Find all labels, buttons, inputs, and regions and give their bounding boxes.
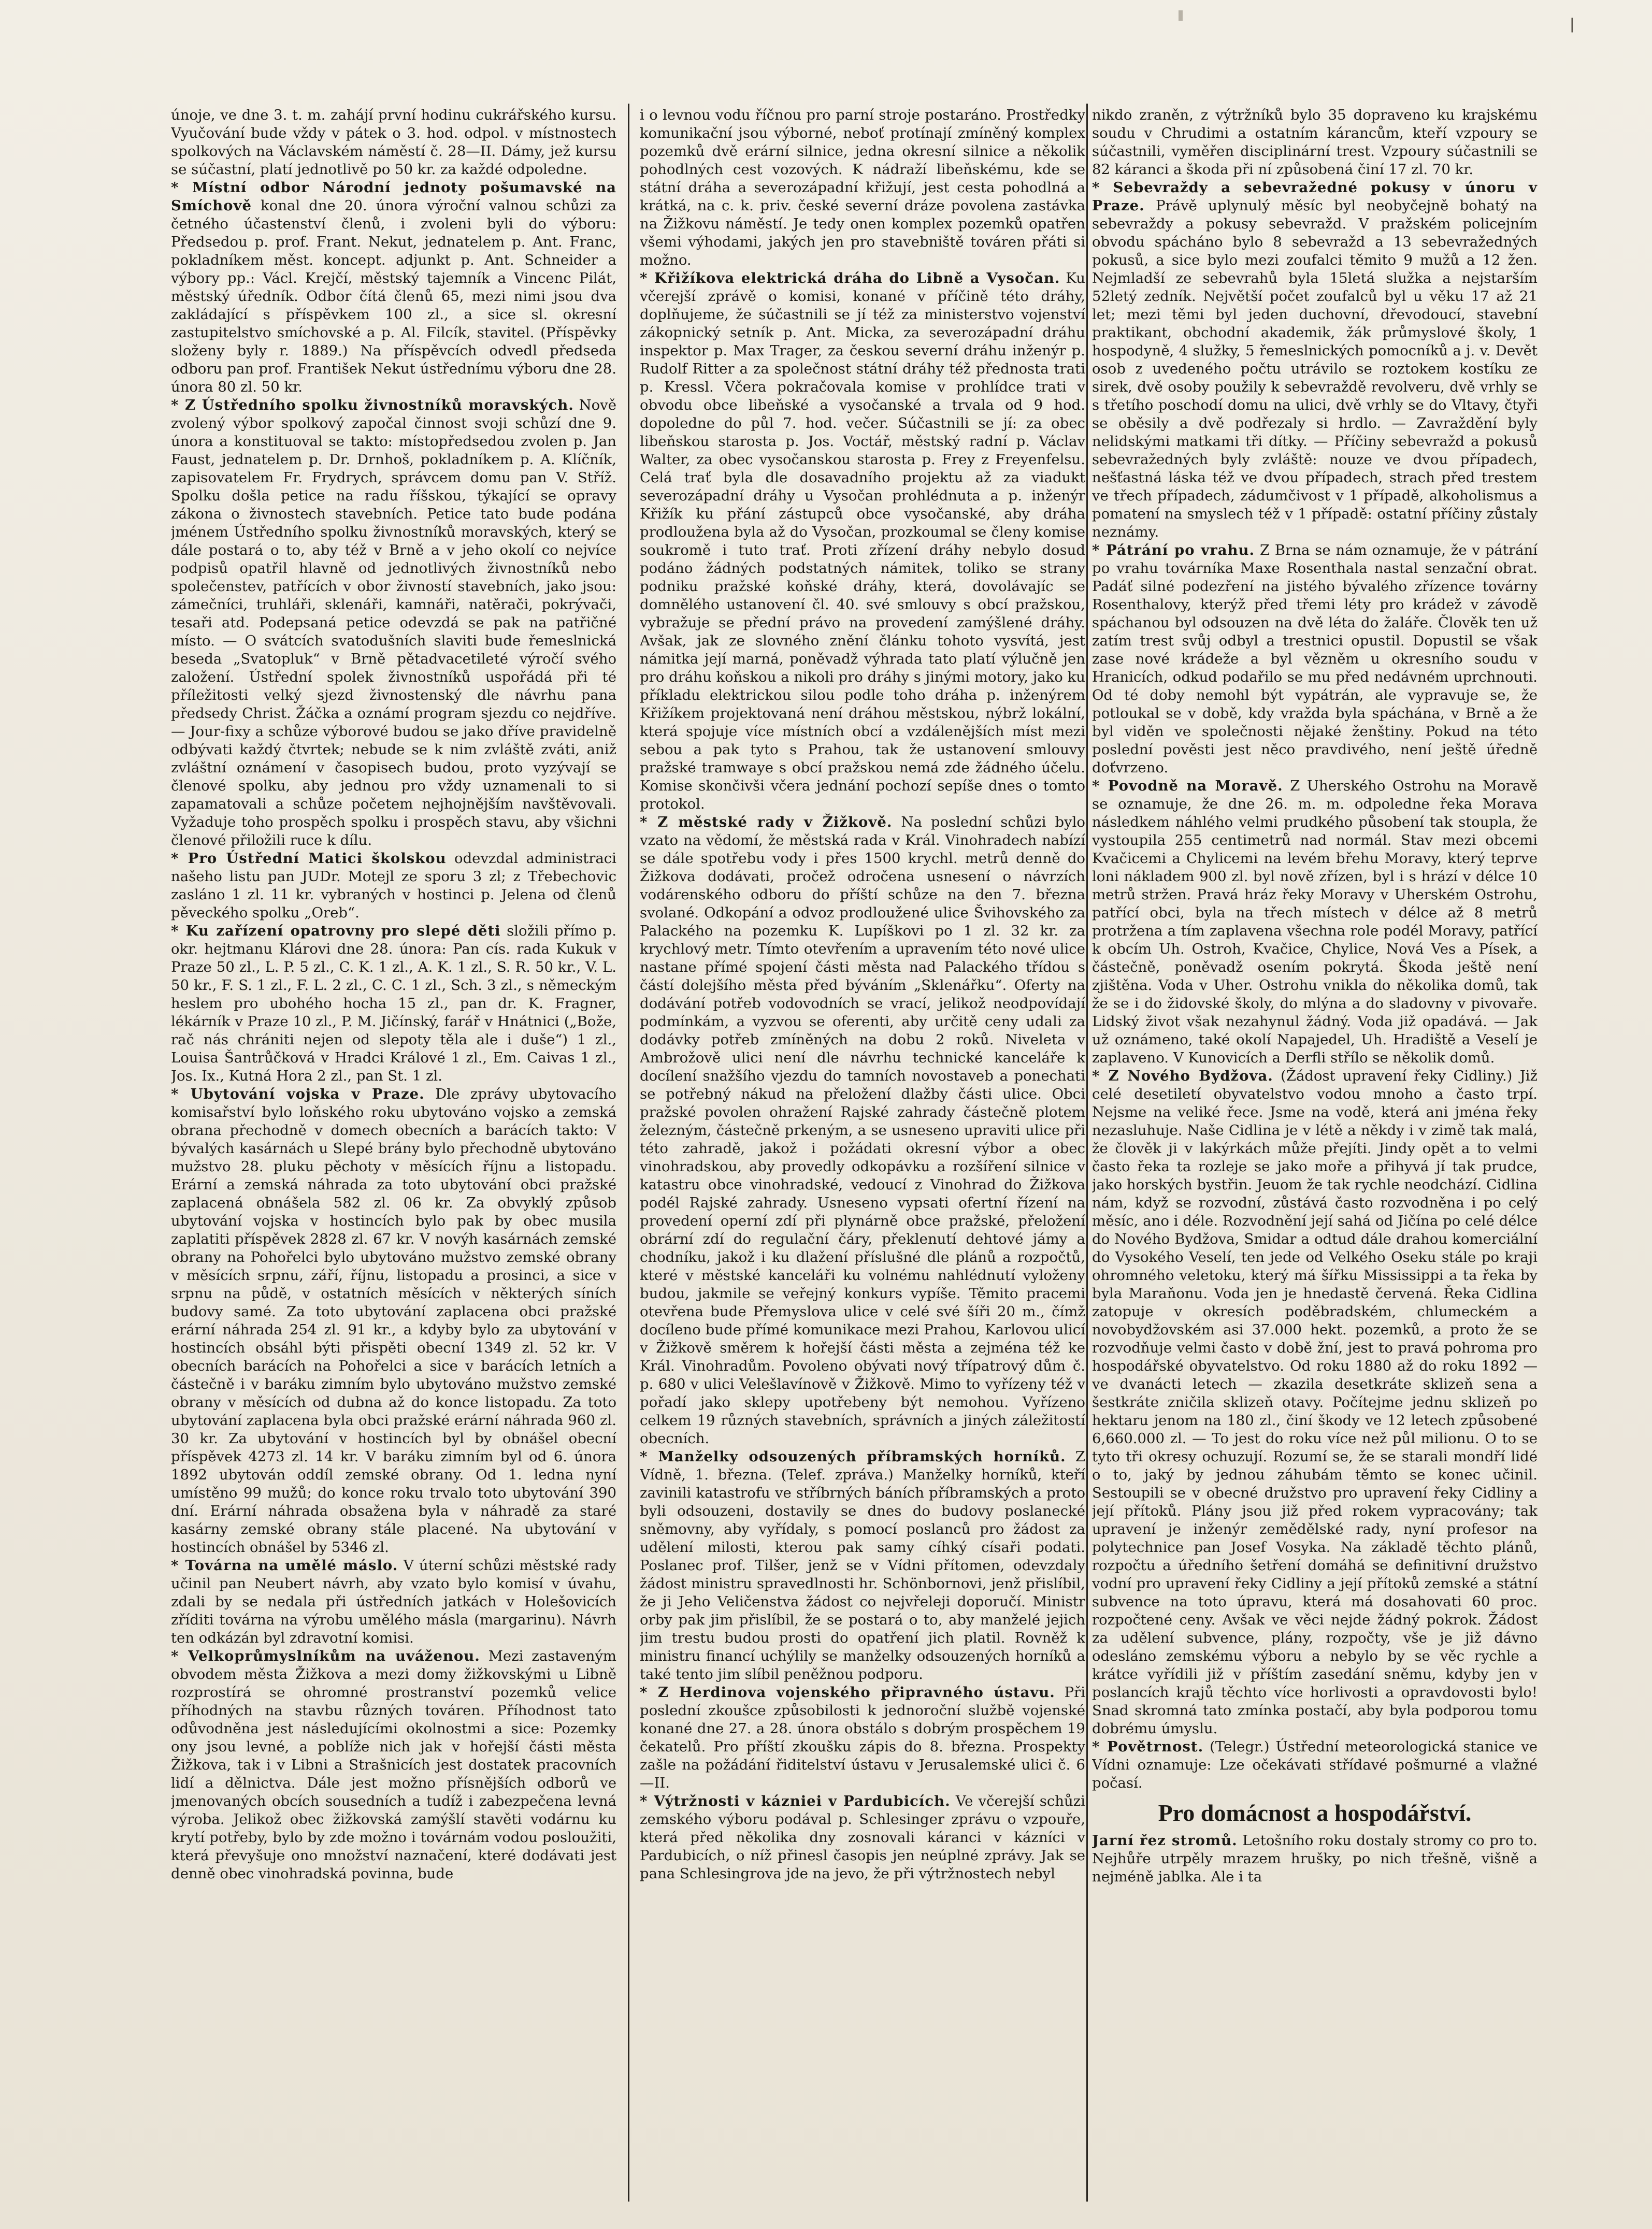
article-paragraph (171, 179, 616, 396)
section-title: Pro domácnost a hospodářství. (1158, 1800, 1472, 1826)
article-body: (Žádost upravení řeky Cidliny.) Již celé desetiletí obyvatelstvo vodou mnoho a často trpí. Nejsme na veliké řece. Jsme na vodě, která ani jména řeky nezasluhuje. Naše Cidlina je v létě a někdy i v zimě tak malá, že člověk ji v lakýrkách může přejíti. Jindy opět a to velmi často řeka ta rozleje se jako moře a přihyvá jí tak prudce, jako horských bystřin. Jeuom že tak rychle neodchází. Cidlina nám, když se rozvodní, zůstává často rozvodněna i po celý měsíc, ano i déle. Rozvodnění její sahá od Jičína po celé délce do Nového Bydžova, Smidar a odtud dále drahou komerciální do Vysokého Veselí, ten jede od Velkého Oseku stále po kraji ohromného veletoku, který má šířku Mississippi a ta řeka by byla Maraňonu. Voda jen je hnedastě červená. Řeka Cidlina zatopuje v okresích poděbradském, chlumeckém a novobydžovském asi 37.000 hekt. pozemků, a proto že se rozvodňuje velmi často v době žní, jest to pravá pohroma pro hospodářské obyvatelstvo. Od roku 1880 až do roku 1892 — ve dvanácti letech — zkazila desetkráte sklizeň sena a šestkráte zničila sklizeň otavy. Počítejme jednu sklizeň po hektaru jenom na 180 zl., činí škody ve 12 letech způsobené 6,660.000 zl. — To jest do roku více než půl milionu. O to se tyto tři okresy ochuzují. Rozumí se, že se starali mondří lidé o to, jaký by jednou záhubám těmto se konec učinil. Sestoupili se v obecné družstvo pro upravení řeky Cidliny a její přítoků. Plány jsou již před rokem vypracovány; tak upravení je inženýr zemědělské rady, nyní profesor na polytechnice pan Josef Vosyka. Na základě těchto plánů, rozpočtu a úředního šetření domáhá se definitivní družstvo vodní pro upravení řeky Cidliny a její přítoků zemské a státní subvence na toto úpravu, která má dosahovati 60 proc. rozpočtené ceny. Avšak ve věci nejde žádný pokrok. Žádost za udělení subvence, plány, rozpočty, vše je již dávno odesláno zemskému výboru a nebylo by se věc rychle a krátce vyřídili již v příštím zasedání sněmu, kdyby jen v poslancích krajů těchto více horlivosti a opravdovosti bylo! Snad skromná tato zmínka postačí, aby byla podporou tomu dobrému úmyslu. (1092, 1068, 1538, 1737)
article-paragraph (640, 106, 1085, 269)
article-body: odevzdal administraci našeho listu pan JUDr. Motejl ze sporu 3 zl; z Třebechovic zasláno 1 zl. 11 kr. vybraných v hostinci p. Jelena od členů pěveckého spolku „Oreb“. (171, 850, 616, 921)
article-body: i o levnou vodu říčnou pro parní stroje postaráno. Prostředky komunikační jsou výborné, neboť protínají zmíněný komplex pozemků dvě erární silnice, jedna okresní silnice a několik pohodlných cest vozových. K nádraží libeňskému, kde se státní dráha a severozápadní křižují, jest cesta pohodlná a krátká, na c. k. priv. české severní dráze povolena zastávka na Žižkovu náměstí. Je tedy onen komplex pozemků opatřen všemi výhodami, jakých jen pro stavebniště továren přáti si možno. (640, 107, 1085, 268)
article-headline: * Ubytování vojska v Praze. (171, 1086, 425, 1102)
article-body: konal dne 20. února výroční valnou schůzi za četného účastenství členů, i zvoleni byli do výboru: Předsedou p. prof. Frant. Nekut, jednatelem p. Ant. Franc, pokladníkem měst. koncept. adjunkt p. Ant. Schneider a výbory pp.: Václ. Krejčí, městský tajemník a Vincenc Pilát, městský úředník. Odbor čítá členů 65, mezi nimi jsou dva zakládající s příspěvkem 100 zl., a sice sl. okresní zastupitelstvo smíchovské a p. Al. Filcík, stavitel. (Příspěvky složeny byly r. 1889.) Na příspěvcích odvedl předseda odboru pan prof. František Nekut ústřednímu výboru dne 28. února 80 zl. 50 kr. (171, 197, 616, 395)
column-1 (171, 106, 616, 2199)
article-paragraph (1092, 1067, 1538, 1738)
article-paragraph (640, 813, 1085, 1448)
article-headline: * Místní odbor Národní jednoty pošumavské na Smíchově (171, 179, 616, 214)
margin-mark: | (1570, 16, 1575, 33)
article-body: V úterní schůzi městské rady učinil pan Neubert návrh, aby vzato bylo komisí v úvahu, zdali by se nedala při ústředních jatkách v Holešovicích zříditi továrna na výrobu umělého másla (margarinu). Návrh ten odkázán byl zdravotní komisi. (171, 1557, 616, 1646)
article-body: únoje, ve dne 3. t. m. zahájí první hodinu cukrářského kursu. Vyučování bude vždy v pátek o 3. hod. odpol. v místnostech spolkových na Václavském náměstí č. 28—II. Dámy, jež kursu se súčastní, platí jednotlivě po 50 kr. za každé odpoledne. (171, 107, 616, 178)
article-body: Letošního roku dostaly stromy co pro to. Nejhůře utrpěly mrazem hrušky, po nich třešně, višně a nejméně jablka. Ale i ta (1092, 1832, 1538, 1885)
article-paragraph (171, 1557, 616, 1647)
article-body: Mezi zastaveným obvodem města Žižkova a mezi domy žižkovskými u Libně rozprostírá se ohromné prostranství pozemků velice příhodných na stavbu různých továren. Příhodnost tato odůvodněna jest následujícími okolnostmi a sice: Pozemky ony jsou levné, a poblíže nich jak v hořejší části města Žižkova, tak i v Libni a Strašnicích jest dostatek pracovních lidí a dělnictva. Dále jest možno přísnějších odborů ve jmenovaných obcích sousedních a tudíž i zabezpečena levná výroba. Jelikož obec žižkovská zamýšlí stavěti vodárnu ku krytí potřeby, bylo by zde možno i továrnám vodou posloužiti, která převyšuje ono množství naznačení, které dodávati jest denně obec vinohradská povinna, bude (171, 1648, 616, 1882)
article-paragraph (171, 106, 616, 179)
article-body: Z Uherského Ostrohu na Moravě se oznamuje, že dne 26. m. m. odpoledne řeka Morava následkem náhlého velmi prudkého působení tak stoupla, že vystoupila 255 centimetrů nad normál. Stav mezi obcemi Kvačicemi a Chylicemi na levém břehu Moravy, který teprve loni nákladem 900 zl. byl nově zřízen, byl i s hrází v délce 10 metrů stržen. Pravá hráz řeky Moravy v Uherském Ostrohu, patřící obci, byla na třech místech v délce až 8 metrů protržena a tím zaplavena všechna role podél Moravy, patřící k obcím Uh. Ostroh, Kvačice, Chylice, Nová Ves a Písek, a částečně, poněvadž osením pokrytá. Škoda ještě není zjištěna. Voda v Uher. Ostrohu vnikla do několika domů, tak že se i do židovské školy, do mlýna a do sladovny v pivovaře. Lidský život však nezahynul žádný. Voda již opadává. — Jak už oznámeno, také okolí Napajedel, Uh. Hradiště a Veselí je zaplaveno. V Kunovicích a Derfli střílo se několik domů. (1092, 778, 1538, 1066)
article-paragraph (171, 1085, 616, 1557)
article-headline: * Z Herdinova vojenského připravného ústavu. (640, 1684, 1055, 1701)
article-paragraph (640, 269, 1085, 813)
article-headline: * Pátrání po vrahu. (1092, 542, 1255, 558)
column-rule-2 (1086, 104, 1088, 2202)
article-paragraph (171, 396, 616, 850)
column-rule-1 (628, 104, 629, 2202)
article-body: Z Brna se nám oznamuje, že v pátrání po vrahu továrníka Maxe Rosenthala nastal senzační obrat. Padáť silné podezření na jistého bývalého zřízence továrny Rosenthalovy, kterýž před třemi léty pro krádež v závodě spáchanou byl odsouzen na dvě léta do žaláře. Člověk ten už zatím trest svůj odbyl a trestnici opustil. Dopustil se však zase nové krádeže a byl vězněm u okresního soudu v Hranicích, odkud podařilo se mu před nedávném uprchnouti. Od té doby nemohl být vypátrán, ale vypravuje se, že potloukal se v době, kdy vražda byla spáchána, v Brně a že byl viděn ve společnosti nějaké ženštiny. Pokud na této poslední pověsti jest něco pravdivého, není ještě úředně doťvrzeno. (1092, 542, 1538, 776)
article-paragraph (171, 1647, 616, 1883)
article-paragraph (1092, 777, 1538, 1067)
article-headline: * Křižíkova elektrická dráha do Libně a Vysočan. (640, 270, 1060, 286)
article-headline: * Z Ústředního spolku živnostníků moravských. (171, 397, 574, 413)
article-body: Nově zvolený výbor spolkový započal činnost svoji schůzí dne 9. února a konstituoval se takto: místopředsedou zvolen p. Jan Faust, jednatelem p. Dr. Drnhoš, pokladníkem p. A. Klíčník, zapisovatelem Fr. Frydrych, správcem domu pan V. Stříž. Spolku došla petice na radu říšskou, týkající se opravy zákona o živnostech stavebních. Petice tato bude podána jménem Ústředního spolku živnostníků moravských, který se dále postará o to, aby též v Brně a v jeho okolí co nejvíce podpisů opatřil hlavně od jednotlivých živnostníků nebo společenstev, patřících v obor živností stavebních, jako jsou: zámečníci, truhláři, sklenáři, kamnáři, natěrači, pokrývači, tesaři atd. Podepsaná petice odevzdá se pak na patřičné místo. — O svátcích svatodušních slaviti bude řemeslnická beseda „Svatopluk“ v Brně pětadvacetileté výročí svého založení. Ústřední spolek živnostníků uspořádá při té příležitosti velký sjezd živnostenský dle návrhu pana předsedy Christ. Žáčka a oznámí program sjezdu co nejdříve. — Jour-fixy a schůze výborové budou se jako dříve pravidelně odbývati každý čtvrtek; nebude se k nim zvláště zváti, aniž zvláštní oznámení v časopisech budou, proto vyzývají se členové spolku, aby jednou pro vždy uznamenali to si zapamatovali a schůze početem nejhojnějším navštěvovali. Vyžaduje toho prospěch spolku i prospěch stavu, aby všichni členové přiložili ruce k dílu. (171, 397, 616, 849)
article-paragraph (640, 1792, 1085, 1883)
article-paragraph (640, 1448, 1085, 1684)
article-body: Ve včerejší schůzi zemského výboru podával p. Schlesinger zprávu o vzpouře, která před několika dny zosnovali káranci v kázníci v Pardubicích, o níž přinesl časopis jen neúplné zprávy. Jak se pana Schlesingrova jde na jevo, že při výtržnostech nebyl (640, 1793, 1085, 1882)
article-headline: * Ku zařízení opatrovny pro slepé děti (171, 923, 501, 939)
article-paragraph (171, 922, 616, 1085)
article-paragraph (1092, 1832, 1538, 1886)
article-paragraph (1092, 106, 1538, 179)
article-headline: * Povodně na Moravě. (1092, 778, 1283, 794)
article-body: (Telegr.) Ústřední meteorologická stanice ve Vídni oznamuje: Lze očekávati střídavé pošmurné a vlažné počasí. (1092, 1738, 1538, 1791)
article-body: Na poslední schůzi bylo vzato na vědomí, že městská rada v Král. Vinohradech nabízí se dále spotřebu vody i přes 1500 krychl. metrů denně do Žižkova dodávati, pročež odročena usnesení o návrzích vodárenského odboru do příští schůze na den 7. března svolané. Odkopání a odvoz prodloužené ulice Švihovského za Palackého na pozemku K. Lupíškovi po 1 zl. 32 kr. za krychlový metr. Tímto otevřením a upravením této nové ulice nastane přímé spojení části města nad Palackého třídou s částí dolejšího města před býváním „Sklenářku“. Oferty na dodávání potřeb vodovodních se vrací, jelikož neodpovídají podmínkám, a vyzvou se oferenti, aby určitě ceny udali za dodávky potřeb zmíněných na dobu 2 roků. Niveleta v Ambrožově ulici není dle návrhu technické kanceláře k docílení snažšího vjezdu do tamních novostaveb a ponechati se potřebný nákud na přeložení dlažby části ulice. Obci pražské povolen ohražení Rajské zahrady částečně plotem železným, částečně prkeným, a se usneseno upraviti ulice při této zahradě, jakož i požádati okresní výbor a obec vinohradskou, aby provedly odkopávku a rozšíření silnice v katastru obce vinohradské, vedoucí z Vinohrad do Žižkova podél Rajské zahrady. Usneseno vypsati ofertní řízení na provedení operní zdí při plynárně obce pražské, přeložení obrární zdí do regulační čáry, překlenutí dehtové jámy a chodníku, jakož i ku dlažení příslušné dle plánů a rozpočtů, které v městské kanceláři ku volnému nahlédnutí vyloženy budou, jakmile se veřejný konkurs vypíše. Těmito pracemi otevřena bude Přemyslova ulice v celé své šíři 20 m., čímž docíleno bude přímé komunikace mezi Prahou, Karlovou ulicí v Žižkově směrem k hořejší části města a zejména též ke Král. Vinohradům. Povoleno obývati nový třípatrový dům č. p. 680 v ulici Velešlavínově v Žižkově. Mimo to vyřízeny též v pořadí jako sklepy upotřebeny být nemohou. Vyřízeno celkem 19 různých stavebních, správních a jiných záležitostí obecních. (640, 814, 1085, 1447)
article-paragraph (1092, 541, 1538, 777)
article-headline: * Z městské rady v Žižkově. (640, 814, 893, 830)
article-headline: * Manželky odsouzených příbramských horníků. (640, 1448, 1066, 1465)
article-body: Při poslední zkoušce způsobilosti k jednoroční službě vojenské konané dne 27. a 28. února obstálo s dobrým prospěchem 19 čekatelů. Pro příští zkoušku zápis do 8. března. Prospekty zašle na požádání řiditelství ústavu v Jerusalemské ulici č. 6—II. (640, 1684, 1085, 1791)
article-paragraph (171, 850, 616, 922)
column-3 (1092, 106, 1538, 2199)
article-body: Z Vídně, 1. března. (Telef. zpráva.) Manželky horníků, kteří zavinili katastrofu ve stříbrných báních příbramských a proto byli odsouzeni, dostavily se dnes do budovy poslanecké sněmovny, aby vyřídaly, s pomocí poslanců pro žádost za udělení milosti, kterou pak samy cíhký císaři podati. Poslanec prof. Tilšer, jenž se v Vídni přítomen, odevzdaly žádost ministru spravedlnosti hr. Schönbornovi, jenž přislíbil, že ji Jeho Veličenstva žádost co nejvřeleji doporučí. Ministr orby pak jim přislíbil, že se postará o to, aby manželé jejich jim trestu budou prosti do opatření jich platil. Rovněž k ministru financí uchýlily se manželky odsouzených horníků a také tento jim slíbil peněžnou podporu. (640, 1448, 1085, 1682)
article-paragraph (1092, 1738, 1538, 1792)
article-body: Dle zprávy ubytovacího komisařství bylo loňského roku ubytováno vojsko a zemská obrana přechodně v domech obecních a barácích takto: V bývalých kasárnách u Slepé brány bylo přechodně ubytováno mužstvo 28. pluku pěchoty v měsících říjnu a listopadu. Erární a zemská náhrada za toto ubytování obci pražské zaplacená obnášela 582 zl. 06 kr. Za obvyklý způsob ubytování vojska v hostincích bylo pak by obec musila zaplatiti příspěvek 2828 zl. 67 kr. V novýh kasárnách zemské obrany na Pohořelci bylo ubytováno mužstvo zemské obrany v měsících srpnu, září, říjnu, listopadu a prosinci, a sice v srpnu na půdě, v ostatních měsících v některých síních budovy samé. Za toto ubytování zaplacena obci pražské erární náhrada 254 zl. 91 kr., a kdyby bylo za ubytování v hostincích obsáhl býti přispěti obecní 1349 zl. 52 kr. V obecních barácích na Pohořelci a sice v barácích letních a částečně i v baráku zimním bylo ubytováno mužstvo zemské obrany v měsících od dubna až do konce listopadu. Za toto ubytování zaplacena byla obci pražské erární náhrada 960 zl. 30 kr. Za ubytování v hostincích byl by obnášel obecní příspěvek 4273 zl. 14 kr. V baráku zimním byl od 6. února 1892 ubytován oddíl zemské obrany. Od 1. ledna nyní umístěno 99 mužů; do konce roku trvalo toto ubytování 390 dní. Erární náhrada obsažena byla v náhradě za staré kasárny zemské obrany stále placené. Na ubytování v hostincích obnášel by 5346 zl. (171, 1086, 616, 1556)
article-body: nikdo zraněn, z výtržníků bylo 35 dopraveno ku krajskému soudu v Chrudimi a ostatním kárancům, kteří vzpoury se súčastnili, vyměřen disciplinární trest. Vzpoury súčastnili se 82 káranci a škoda při ní způsobená činí 17 zl. 70 kr. (1092, 107, 1538, 178)
article-headline: * Velkoprůmyslníkům na uváženou. (171, 1648, 480, 1664)
article-headline: * Povětrnost. (1092, 1738, 1204, 1755)
article-headline: Jarní řez stromů. (1092, 1832, 1238, 1849)
article-body: Právě uplynulý měsíc byl neobyčejně bohatý na sebevraždy a pokusy sebevražd. V pražském policejním obvodu spácháno bylo 8 sebevražd a 13 sebevražedných pokusů, a sice bylo mezi zoufalci těmito 9 mužů a 12 žen. Nejmladší ze sebevrahů byla 15letá služka a nejstarším 52letý zedník. Největší počet zoufalců byl u věku 17 až 21 let; mezi těmi byl jeden duchovní, dřevodoucí, stavební praktikant, obchodní akademik, žák průmyslové školy, 1 hospodyně, 4 služky, 5 řemeslnických pomocníků a j. v. Devět osob z uvedeného počtu utrávilo se roztokem kostíku ze sirek, dvě osoby použily k sebevraždě revolveru, dvě vrhly se s třetího poschodí domu na ulici, dvě vrhly se do Vltavy, čtyři se oběsily a dvě podřezaly si hrdlo. — Zavraždění byly nelidskými matkami tři dítky. — Příčiny sebevražd a pokusů sebevražedných byly zvláště: nouze ve dvou případech, nešťastná láska též ve dvou případech, strach před trestem ve třech případech, zádumčivost v 1 případě, alkoholismus a pomatení na smyslech též v 1 případě: ostatní příčiny zůstaly neznámy. (1092, 197, 1538, 540)
article-headline: * Pro Ústřední Matici školskou (171, 850, 447, 867)
article-headline: * Z Nového Bydžova. (1092, 1068, 1273, 1084)
article-headline: * Výtržnosti v kázniei v Pardubicích. (640, 1793, 951, 1809)
article-body: Ku včerejší zprávě o komisi, konané v příčině této dráhy, doplňujeme, že súčastnili se jí též za ministerstvo vojenství zákopnický setník p. Ant. Micka, za severozápadní dráhu inspektor p. Max Trager, za českou severní dráhu inženýr p. Rudolf Ritter a za společnost státní dráhy též přednosta trati p. Kressl. Včera pokračovala komise v prohlídce trati v obvodu obce libeňské a vysočanské a trvala od 9 hod. dopoledne do půl 7. hod. večer. Súčastnili se jí: za obec libeňskou starosta p. Jos. Voctář, městský radní p. Václav Walter, za obec vysočanskou starosta p. Frey z Freyenfelsu. Celá trať byla dle dosavadního projektu až za viadukt severozápadní dráhy u Vysočan prohlédnuta a p. inženýr Křižík ku přání zástupců obce vysočanské, aby dráha prodloužena byla až do Vysočan, prozkoumal se členy komise soukromě i tuto trať. Proti zřízení dráhy nebylo dosud podáno žádných podstatných námitek, toliko se strany podniku pražské koňské dráhy, která, dovolávajíc se domnělého ustanovení čl. 40. své smlouvy s obcí pražskou, vybražuje se přední právo na provedení zamýšlené dráhy. Avšak, jak ze slovného znění článku tohoto vysvítá, jest námitka její marná, poněvadž výhrada tato platí výlučně jen pro dráhu koňskou a nikoli pro dráhy s jinými motory, jako ku příkladu elektrickou silou podle toho dráha p. inženýrem Křižíkem projektovaná není dráhou městskou, nýbrž lokální, která spojuje více místních obcí a vzdálenějších míst mezi sebou a pak tyto s Prahou, tak že ustanovení smlouvy pražské tramwaye s obcí pražskou nemá zde žádného účelu. Komise skončivši včera jednání pochozí sepíše dnes o tomto protokol. (640, 270, 1085, 812)
paper-edge-mark (1179, 10, 1183, 21)
column-2 (640, 106, 1085, 2199)
article-headline: * Továrna na umělé máslo. (171, 1557, 398, 1574)
article-headline: * Sebevraždy a sebevražedné pokusy v únoru v Praze. (1092, 179, 1538, 214)
article-body: složili přímo p. okr. hejtmanu Klárovi dne 28. února: Pan cís. rada Kukuk v Praze 50 zl., L. P. 5 zl., C. K. 1 zl., A. K. 1 zl., S. R. 50 kr., V. L. 50 kr., F. S. 1 zl., F. L. 2 zl., C. C. 1 zl., Sch. 3 zl., s německým heslem pro ubohého hocha 15 zl., pan dr. K. Fragner, lékárník v Praze 10 zl., P. M. Jičínský, farář v Hnátnici („Bože, rač nás chrániti nejen od slepoty těla ale i duše“) 1 zl., Louisa Šantrůčková v Hradci Králové 1 zl., Em. Caivas 1 zl., Jos. Ix., Kutná Hora 2 zl., pan St. 1 zl. (171, 923, 616, 1084)
article-paragraph (640, 1684, 1085, 1792)
article-paragraph (1092, 179, 1538, 541)
